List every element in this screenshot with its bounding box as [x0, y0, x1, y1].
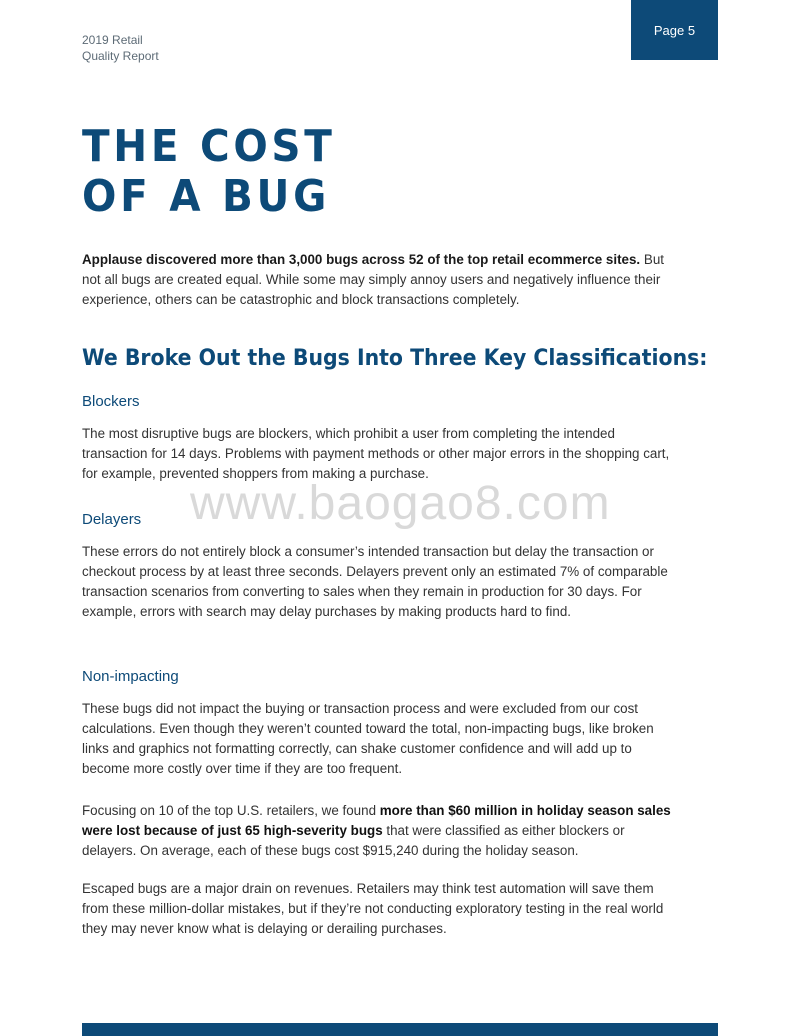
blockers-heading: Blockers	[82, 393, 140, 410]
non-impacting-text: These bugs did not impact the buying or transaction process and were excluded from our cost calculations. Even though they weren’t counted toward the total, non-impacting bugs, like broken links and graphics not formatting correctly, can shake customer confidence and will add up to become more costly over time if they are too frequent.	[82, 701, 654, 776]
closing-paragraph: Escaped bugs are a major drain on revenues. Retailers may think test automation will save them from these million-dollar mistakes, but if they’re not conducting exploratory testing in the real world they may never know what is delaying or derailing purchases.	[82, 881, 664, 936]
blockers-text: The most disruptive bugs are blockers, which prohibit a user from completing the intended transaction for 14 days. Problems with payment methods or other major errors in the shopping cart, for example, prevented shoppers from making a purchase.	[82, 426, 670, 481]
intro-body: But not all bugs are created equal. While some may simply annoy users and negatively influence their experience, others can be catastrophic and block transactions completely.	[82, 252, 664, 307]
report-title-line2: Quality Report	[82, 49, 159, 63]
focus-paragraph	[82, 801, 678, 861]
page-title	[82, 122, 336, 222]
delayers-heading: Delayers	[82, 511, 142, 528]
footer-bar	[82, 1023, 718, 1036]
page-number-label: Page 5	[653, 22, 696, 38]
focus-highlight: more than $60 million in holiday season sales were lost because of just 65 high-severity bugs	[82, 803, 671, 838]
page-number-tab	[631, 0, 718, 60]
report-title	[82, 32, 159, 64]
intro-lead: Applause discovered more than 3,000 bugs across 52 of the top retail ecommerce sites.	[82, 252, 641, 267]
classifications-heading: We Broke Out the Bugs Into Three Key Classifications:	[82, 346, 708, 371]
report-title-line1: 2019 Retail	[82, 33, 143, 47]
non-impacting-heading: Non-impacting	[82, 668, 179, 685]
watermark: www.baogao8.com	[190, 477, 611, 530]
focus-post: that were classified as either blockers or delayers. On average, each of these bugs cost $915,240 during the holiday season.	[82, 823, 625, 858]
focus-pre: Focusing on 10 of the top U.S. retailers, we found	[82, 803, 380, 818]
delayers-text: These errors do not entirely block a consumer’s intended transaction but delay the transaction or checkout process by at least three seconds. Delayers prevent only an estimated 7% of comparable transaction scenarios from converting to sales when they remain in production for 30 days. For example, errors with search may delay purchases by making products hard to find.	[82, 544, 668, 619]
page-title-line1: THE COST	[82, 121, 336, 172]
intro-paragraph	[82, 250, 682, 310]
page-title-line2: OF A BUG	[82, 171, 330, 222]
